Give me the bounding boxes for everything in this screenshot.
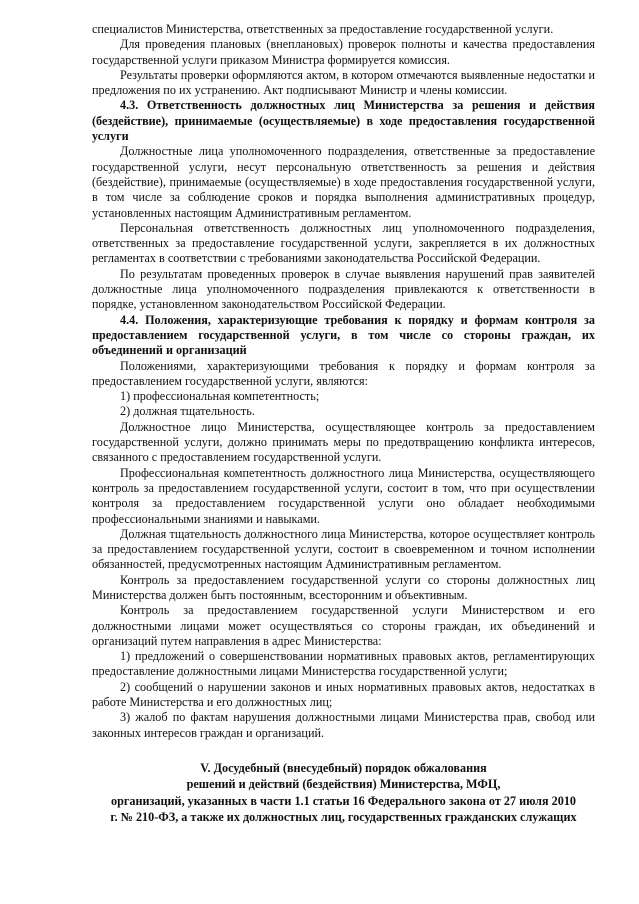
paragraph: специалистов Министерства, ответственных за предоставление государственной услуги. [92, 22, 554, 36]
document-body [92, 22, 595, 741]
paragraph: Персональная ответственность должностных лиц уполномоченного подразделения, ответственных за предоставление государственной услуги, закрепляется в их должностных регламентах в соответствии с требованиями законодательства Российской Федерации. [92, 220, 595, 266]
paragraph: Должностные лица уполномоченного подразделения, ответственные за предоставление государственной услуги, несут персональную ответственность за решения и действия (бездействие), принимаемые (осуществляемые) в ходе предоставления государственной услуги, в том числе за соблюдение сроков и порядка выполнения административных процедур, установленных настоящим Административным регламентом. [92, 144, 595, 220]
paragraph: Результаты проверки оформляются актом, в котором отмечаются выявленные недостатки и предложения по их устранению. Акт подписывают Министр и члены комиссии. [92, 67, 595, 98]
section-title-line: V. Досудебный (внесудебный) порядок обжалования [200, 760, 487, 775]
paragraph: Контроль за предоставлением государственной услуги со стороны должностных лиц Министерства должен быть постоянным, всесторонним и объективным. [92, 572, 595, 602]
section-title-line: г. № 210-ФЗ, а также их должностных лиц, государственных гражданских служащих [110, 810, 577, 825]
paragraph: Для проведения плановых (внеплановых) проверок полноты и качества предоставления государственной услуги приказом Министра формируется комиссия. [92, 37, 595, 67]
paragraph: 3) жалоб по фактам нарушения должностными лицами Министерства прав, свобод или законных интересов граждан и организаций. [92, 710, 595, 740]
paragraph: 2) должная тщательность. [120, 404, 255, 419]
paragraph: 1) профессиональная компетентность; [120, 389, 320, 404]
subsection-heading: 4.3. Ответственность должностных лиц Министерства за решения и действия (бездействие), принимаемые (осуществляемые) в ходе предоставления государственной услуги [92, 98, 595, 144]
section-title-line: организаций, указанных в части 1.1 статьи 16 Федерального закона от 27 июля 2010 [110, 793, 577, 808]
paragraph: Положениями, характеризующими требования к порядку и формам контроля за предоставлением государственной услуги, являются: [92, 358, 595, 388]
paragraph: Контроль за предоставлением государственной услуги Министерством и его должностными лицами может осуществляться со стороны граждан, их объединений и организаций путем направления в адрес Министерства: [92, 603, 595, 648]
section-title-line: решений и действий (бездействия) Министерства, МФЦ, [186, 777, 501, 792]
paragraph: Должная тщательность должностного лица Министерства, которое осуществляет контроль за предоставлением государственной услуги, состоит в своевременном и точном исполнении обязанностей, предусмотренных настоящим Административным регламентом. [92, 526, 595, 572]
paragraph: 1) предложений о совершенствовании нормативных правовых актов, регламентирующих предоставление должностными лицами Министерства государственной услуги; [92, 649, 595, 679]
subsection-heading: 4.4. Положения, характеризующие требования к порядку и формам контроля за предоставлением государственной услуги, в том числе со стороны граждан, их объединений и организаций [92, 312, 595, 358]
paragraph: Профессиональная компетентность должностного лица Министерства, осуществляющего контроль за предоставлением государственной услуги, состоит в том, что при осуществлении контроля за предоставлением государственной услуги оно обладает необходимыми профессиональными знаниями и навыками. [92, 465, 595, 526]
paragraph: По результатам проведенных проверок в случае выявления нарушений прав заявителей должностные лица уполномоченного подразделения привлекаются к ответственности в порядке, установленном законодательством Российской Федерации. [92, 266, 595, 312]
section-title [92, 760, 595, 826]
paragraph: Должностное лицо Министерства, осуществляющее контроль за предоставлением государственной услуги, должно принимать меры по предотвращению конфликта интересов, связанного с предоставлением государственной услуги. [92, 419, 595, 465]
paragraph: 2) сообщений о нарушении законов и иных нормативных правовых актов, недостатках в работе Министерства и его должностных лиц; [92, 679, 595, 710]
